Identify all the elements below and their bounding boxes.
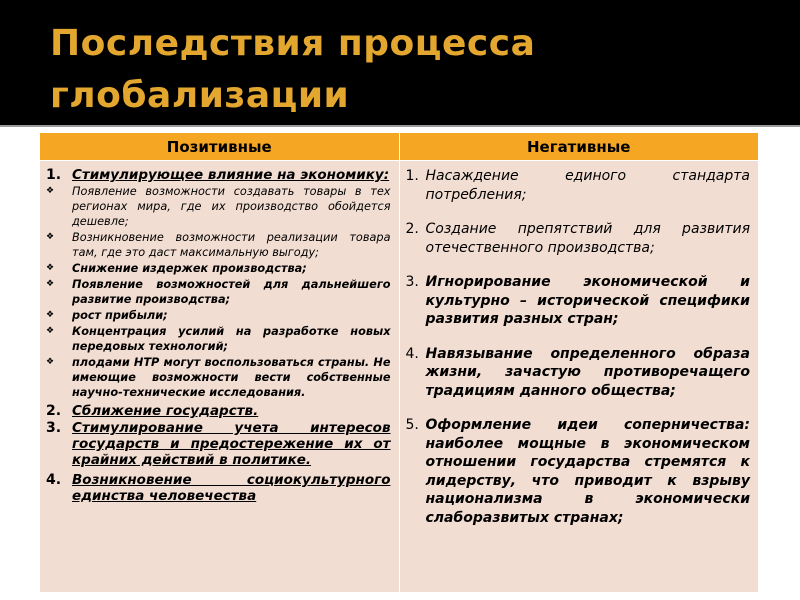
negative-item-1 — [406, 167, 751, 204]
slide-title: Последствия процесса глобализации — [50, 23, 536, 116]
negative-item-2 — [406, 220, 751, 257]
diamond-bullet-icon: ❖ — [46, 310, 55, 320]
header-positive: Позитивные — [40, 133, 400, 161]
title-divider — [0, 125, 800, 127]
item-text: Создание препятствий для развития отечественного производства; — [425, 221, 750, 256]
positive-bullet — [46, 184, 391, 229]
negative-cell — [399, 161, 759, 593]
positive-bullet — [46, 355, 391, 400]
item-text: Игнорирование экономической и культурно – исторической специфики развития разных стран; — [425, 274, 750, 327]
negative-item-4 — [406, 345, 751, 401]
diamond-bullet-icon: ❖ — [46, 232, 55, 242]
item-number: 2. — [46, 403, 62, 419]
item-number: 1. — [46, 167, 62, 183]
item-number: 3. — [46, 420, 62, 436]
consequences-table — [39, 132, 759, 593]
item-text: Возникновение социокультурного единства человечества — [72, 472, 391, 504]
positive-bullet — [46, 277, 391, 307]
bullet-text: Появление возможности создавать товары в тех регионах мира, где их производство обойдется дешевле; — [72, 185, 391, 228]
positive-item-3 — [46, 420, 391, 468]
bullet-text: плодами НТР могут воспользоваться страны. Не имеющие возможности вести собственные научно-технические исследования. — [72, 356, 391, 399]
bullet-text: Концентрация усилий на разработке новых передовых технологий; — [72, 325, 391, 353]
diamond-bullet-icon: ❖ — [46, 279, 55, 289]
item-text: Навязывание определенного образа жизни, зачастую противоречащего традициям данного общества; — [425, 345, 750, 399]
item-number: 4. — [46, 472, 62, 488]
bullet-text: Снижение издержек производства; — [72, 262, 307, 275]
bullet-text: Появление возможностей для дальнейшего развитие производства; — [72, 278, 391, 306]
bullet-text: Возникновение возможности реализации товара там, где это даст максимальную выгоду; — [72, 231, 391, 259]
positive-item-2 — [46, 403, 391, 419]
content-row — [40, 161, 759, 593]
header-row — [40, 133, 759, 161]
item-text: Насаждение единого стандарта потребления; — [425, 168, 750, 203]
item-text: Оформление идеи соперничества: наиболее мощные в экономическом отношении государства стремятся к лидерству, что приводит к взрыву национализма в экономически слаборазвитых странах; — [425, 417, 750, 526]
diamond-bullet-icon: ❖ — [46, 263, 55, 273]
diamond-bullet-icon: ❖ — [46, 326, 55, 336]
item-text: Стимулирование учета интересов государств и предостережение их от крайних действий в политике. — [72, 420, 391, 468]
positive-bullet — [46, 324, 391, 354]
diamond-bullet-icon: ❖ — [46, 186, 55, 196]
item-number: 4. — [405, 345, 419, 362]
item-text: Сближение государств. — [72, 403, 259, 419]
positive-cell — [40, 161, 400, 593]
bullet-text: рост прибыли; — [72, 309, 168, 322]
positive-bullet — [46, 308, 391, 323]
positive-item-4 — [46, 472, 391, 504]
negative-item-5 — [406, 416, 751, 527]
positive-item-1 — [46, 167, 391, 183]
item-text: Стимулирующее влияние на экономику: — [72, 167, 390, 183]
item-number: 5. — [405, 417, 419, 433]
negative-item-3 — [406, 273, 751, 329]
item-number: 1. — [405, 168, 419, 184]
positive-bullet — [46, 230, 391, 260]
item-number: 2. — [405, 221, 419, 237]
diamond-bullet-icon: ❖ — [46, 357, 55, 367]
positive-bullet — [46, 261, 391, 276]
header-negative: Негативные — [399, 133, 759, 161]
item-number: 3. — [405, 274, 419, 290]
